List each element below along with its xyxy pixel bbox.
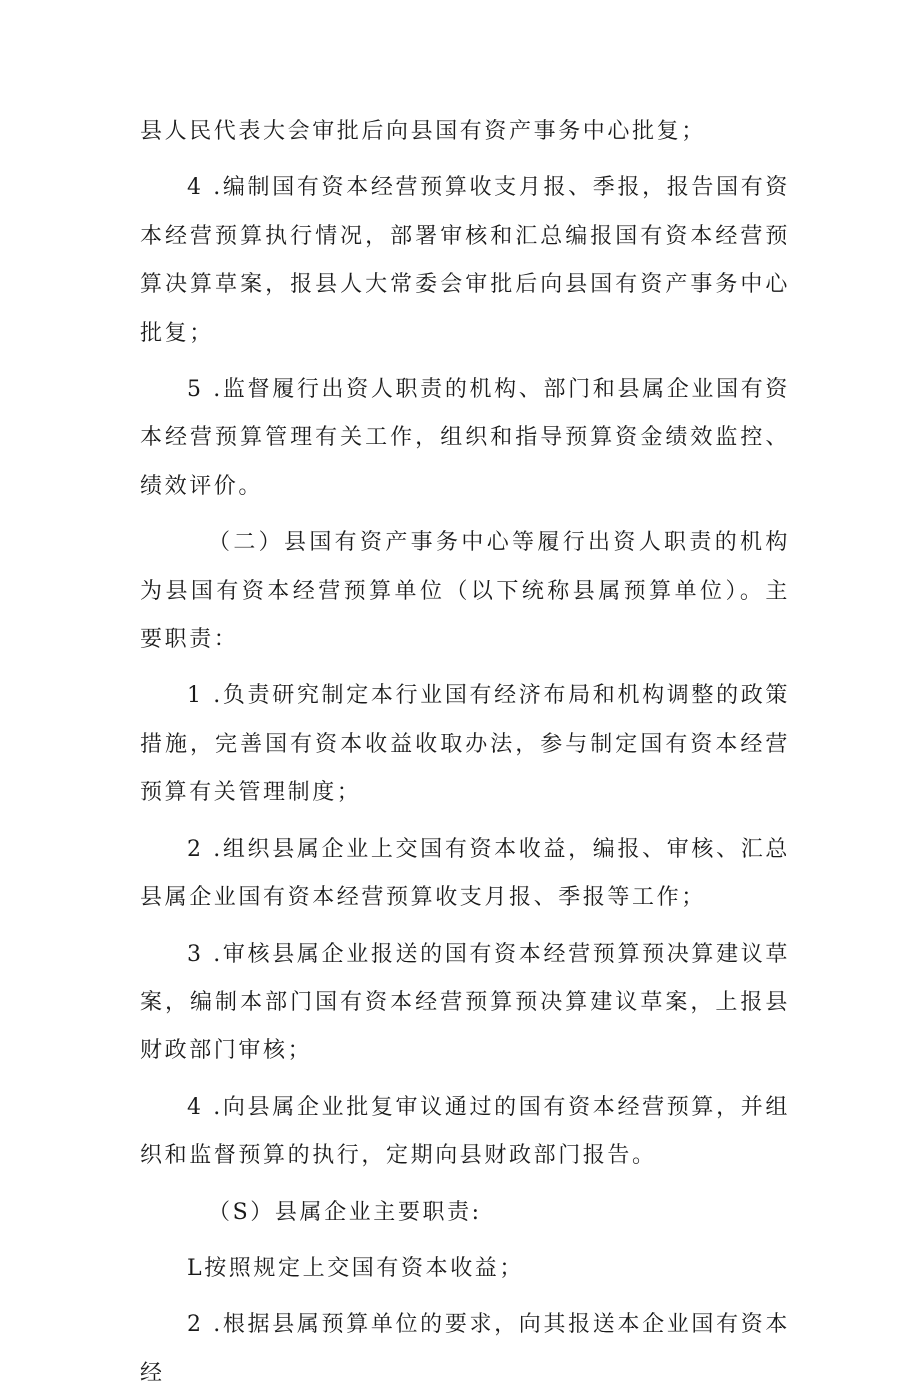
paragraph-section-2-item-3: 3 .审核县属企业报送的国有资本经营预算预决算建议草案，编制本部门国有资本经营预算预决算建议草案，上报县财政部门审核； (140, 941, 790, 1064)
paragraph-item-4-budget-reports: 4 .编制国有资本经营预算收支月报、季报，报告国有资本经营预算执行情况，部署审核和汇总编报国有资本经营预算决算草案，报县人大常委会审批后向县国有资产事务中心批复； (140, 175, 790, 346)
paragraph-section-2-item-4: 4 .向县属企业批复审议通过的国有资本经营预算，并组织和监督预算的执行，定期向县财政部门报告。 (140, 1094, 790, 1169)
paragraph-section-2-heading: （二）县国有资产事务中心等履行出资人职责的机构为县国有资本经营预算单位（以下统称县属预算单位）。主要职责： (140, 530, 790, 653)
paragraph-section-3-item-1: L按照规定上交国有资本收益； (187, 1255, 525, 1281)
paragraph-continuation: 县人民代表大会审批后向县国有资产事务中心批复； (140, 119, 706, 144)
paragraph-section-3-item-2: 2 .根据县属预算单位的要求，向其报送本企业国有资本经 (140, 1312, 790, 1386)
paragraph-section-2-item-1: 1 .负责研究制定本行业国有经济布局和机构调整的政策措施，完善国有资本收益收取办法，参与制定国有资本经营预算有关管理制度； (140, 683, 790, 806)
paragraph-item-5-supervision: 5 .监督履行出资人职责的机构、部门和县属企业国有资本经营预算管理有关工作，组织和指导预算资金绩效监控、绩效评价。 (140, 377, 790, 499)
paragraph-section-2-item-2: 2 .组织县属企业上交国有资本收益，编报、审核、汇总县属企业国有资本经营预算收支月报、季报等工作； (140, 836, 790, 911)
document-body (140, 108, 790, 1398)
paragraph-section-3-heading: （S）县属企业主要职责: (208, 1199, 482, 1225)
